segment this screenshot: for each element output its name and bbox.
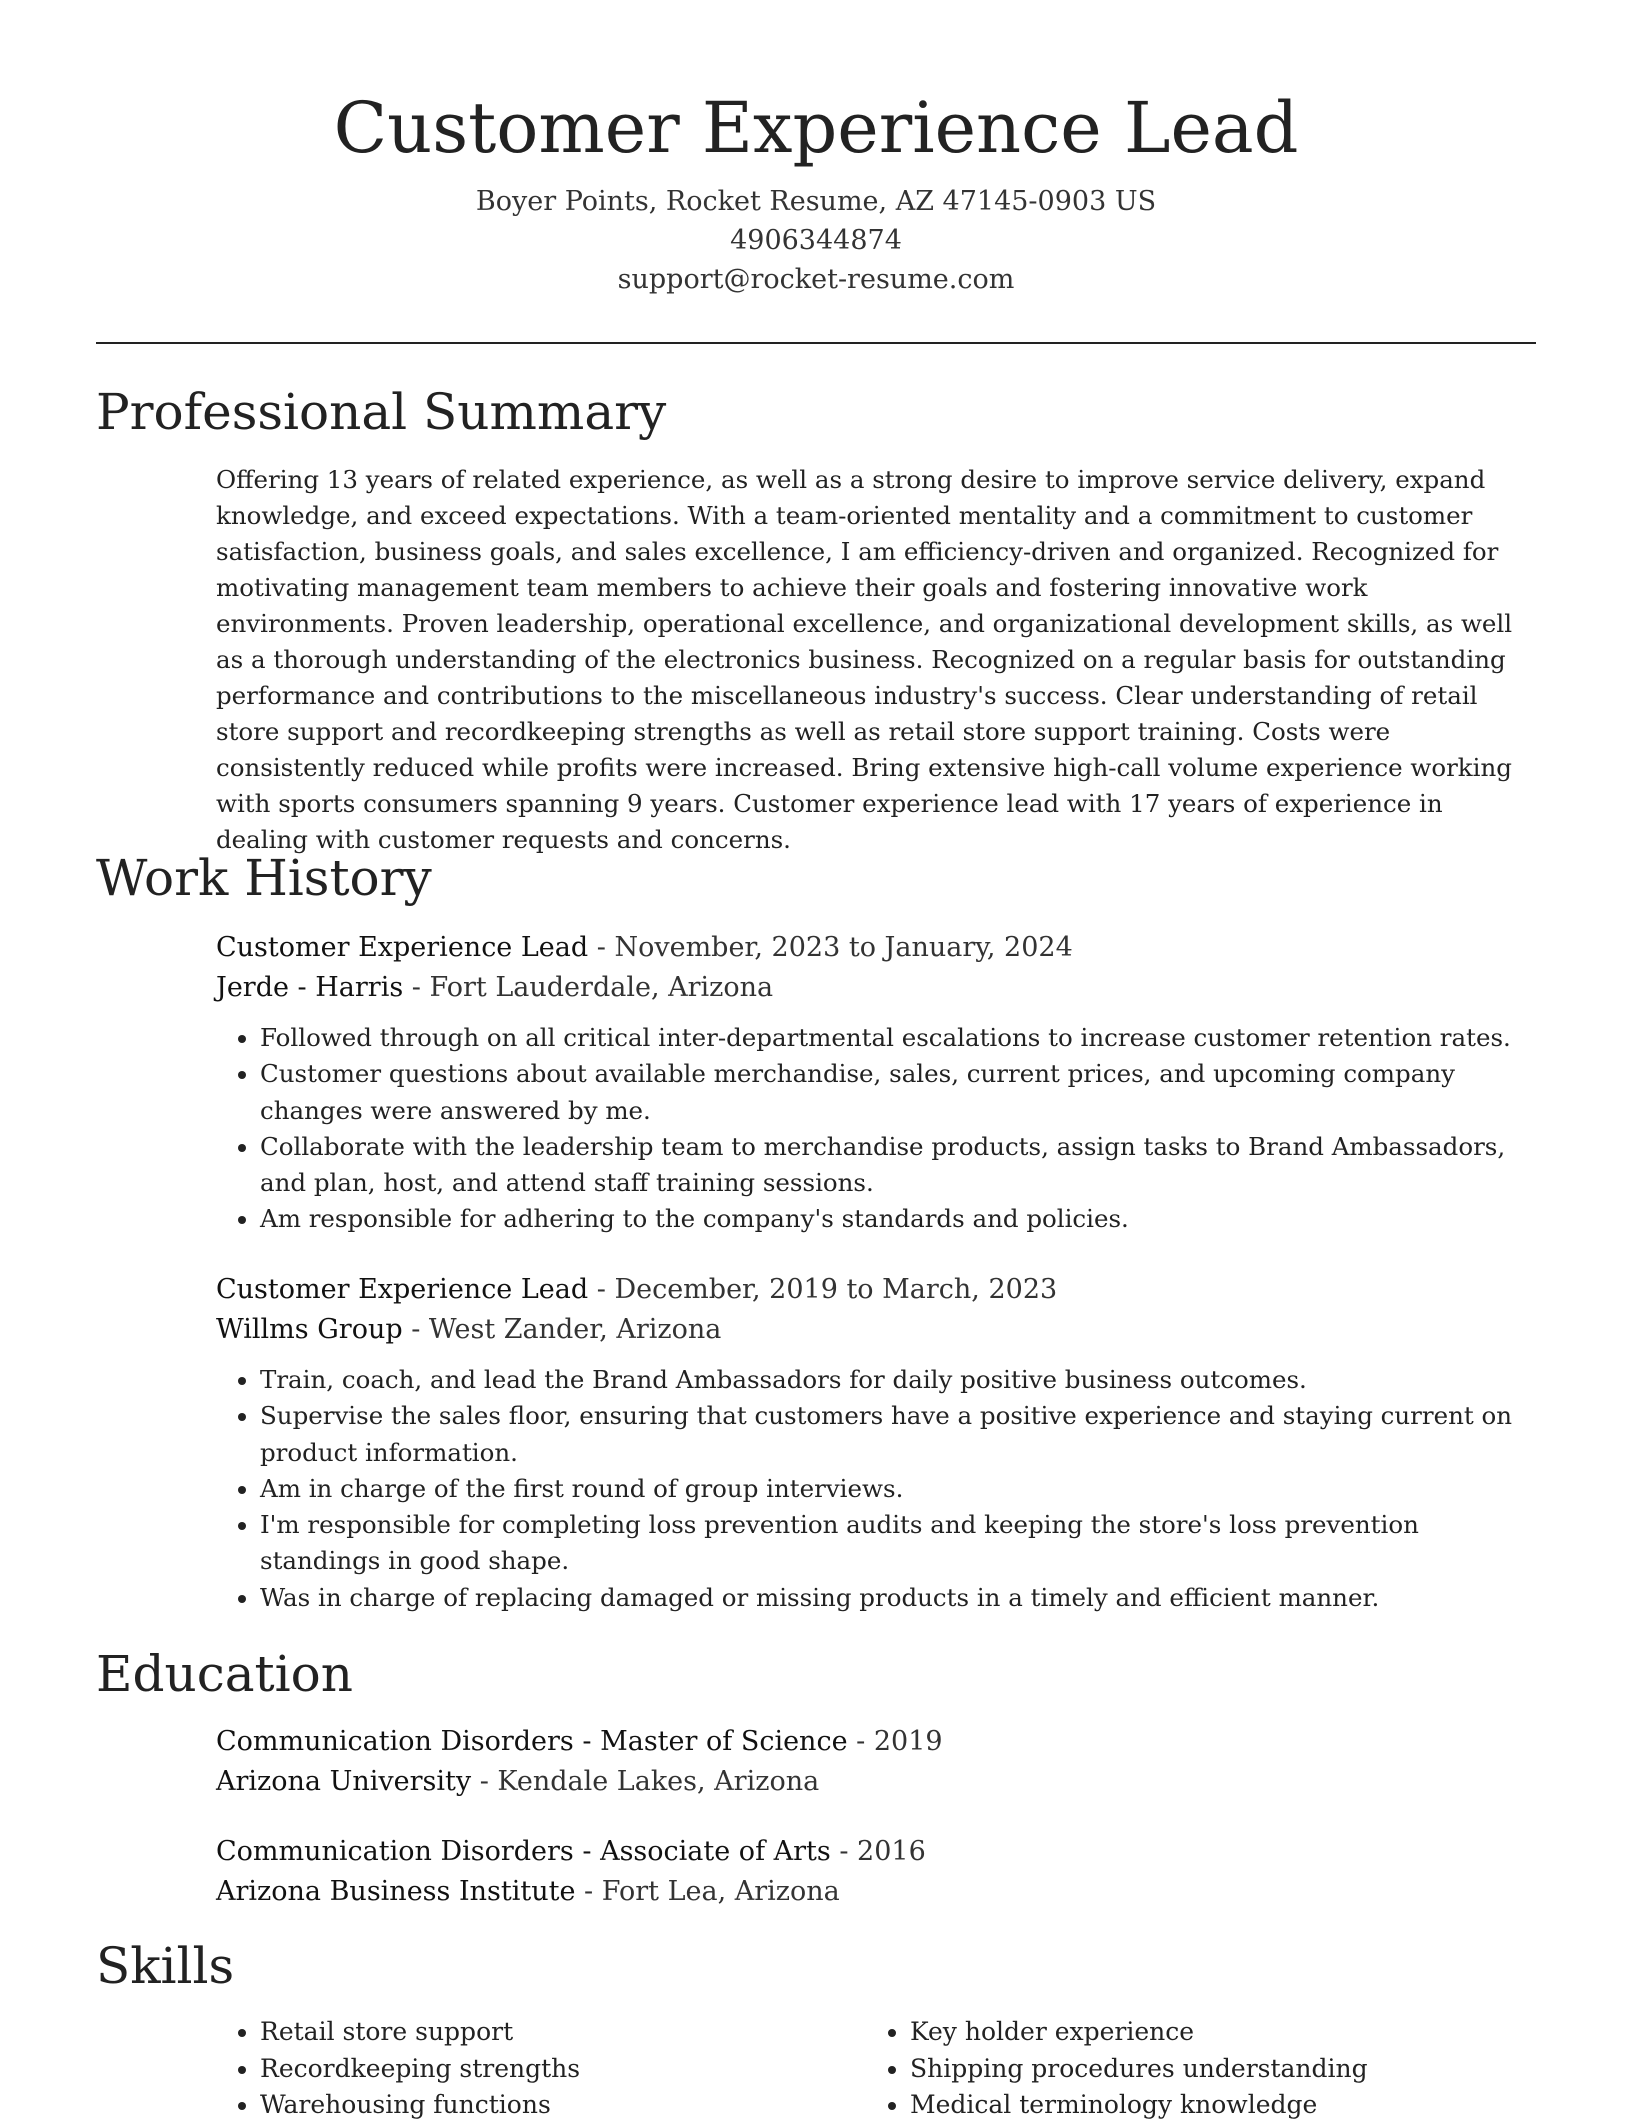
job-dates: - November, 2023 to January, 2024 (588, 932, 1073, 963)
job-bullet: • Was in charge of replacing damaged or missing products in a timely and efficient manner. (260, 1580, 1538, 1616)
job-title-line (216, 928, 1538, 968)
skills-columns (216, 2014, 1538, 2124)
degree-year: - 2016 (830, 1836, 926, 1867)
job-entry (216, 928, 1538, 1238)
summary-section (216, 462, 1538, 858)
skills-heading: Skills (96, 1937, 235, 1995)
skills-column-right (866, 2014, 1516, 2124)
skill-item: • Warehousing functions (260, 2087, 866, 2124)
job-bullets (216, 1362, 1538, 1616)
education-entry (216, 1722, 1538, 1802)
skill-item: • Shipping procedures understanding (910, 2051, 1516, 2088)
job-company: Jerde - Harris (216, 972, 404, 1003)
job-bullet: • Followed through on all critical inter-departmental escalations to increase customer retention rates. (260, 1020, 1538, 1056)
contact-phone: 4906344874 (730, 225, 902, 256)
job-bullet: • Train, coach, and lead the Brand Ambassadors for daily positive business outcomes. (260, 1362, 1538, 1398)
job-bullet: • I'm responsible for completing loss prevention audits and keeping the store's loss prevention standings in good shape. (260, 1507, 1538, 1580)
job-company: Willms Group (216, 1314, 403, 1345)
skills-list-right (866, 2014, 1516, 2124)
degree-year: - 2019 (847, 1726, 943, 1757)
job-bullet: • Customer questions about available merchandise, sales, current prices, and upcoming company changes were answered by me. (260, 1056, 1538, 1129)
job-company-line (216, 968, 1538, 1008)
candidate-name: Customer Experience Lead (333, 87, 1299, 169)
degree-line (216, 1832, 1538, 1872)
job-company-line (216, 1310, 1538, 1350)
skill-item: • Key holder experience (910, 2014, 1516, 2051)
job-entry (216, 1270, 1538, 1616)
job-location: - West Zander, Arizona (402, 1314, 722, 1345)
header-divider (96, 342, 1536, 344)
job-position: Customer Experience Lead (216, 932, 589, 963)
job-title-line (216, 1270, 1538, 1310)
resume-header (0, 80, 1632, 299)
degree-line (216, 1722, 1538, 1762)
job-bullets (216, 1020, 1538, 1238)
contact-email: support@rocket-resume.com (617, 264, 1015, 295)
school-location: - Kendale Lakes, Arizona (471, 1766, 820, 1797)
school-line (216, 1872, 1538, 1912)
job-location: - Fort Lauderdale, Arizona (403, 972, 774, 1003)
school-line (216, 1762, 1538, 1802)
skills-column-left (216, 2014, 866, 2124)
job-bullet: • Collaborate with the leadership team to merchandise products, assign tasks to Brand Ambassadors, and plan, host, and attend staff training sessions. (260, 1129, 1538, 1202)
degree-field: Communication Disorders - Associate of Arts (216, 1836, 831, 1867)
school-location: - Fort Lea, Arizona (575, 1876, 840, 1907)
skills-section (216, 2014, 1538, 2124)
school-name: Arizona University (216, 1766, 472, 1797)
work-history-heading: Work History (96, 849, 432, 907)
skill-item: • Retail store support (260, 2014, 866, 2051)
job-dates: - December, 2019 to March, 2023 (588, 1274, 1058, 1305)
contact-address: Boyer Points, Rocket Resume, AZ 47145-0903 US (475, 186, 1157, 217)
job-position: Customer Experience Lead (216, 1274, 589, 1305)
skills-list-left (216, 2014, 866, 2124)
school-name: Arizona Business Institute (216, 1876, 576, 1907)
summary-text: Offering 13 years of related experience, as well as a strong desire to improve service delivery, expand knowledge, and exceed expectations. With a team-oriented mentality and a commitment to customer satisfaction, business goals, and sales excellence, I am efficiency-driven and organized. Recognized for motivating management team members to achieve their goals and fostering innovative work environments. Proven leadership, operational excellence, and organizational development skills, as well as a thorough understanding of the electronics business. Recognized on a regular basis for outstanding performance and contributions to the miscellaneous industry's success. Clear understanding of retail store support and recordkeeping strengths as well as retail store support training. Costs were consistently reduced while profits were increased. Bring extensive high-call volume experience working with sports consumers spanning 9 years. Customer experience lead with 17 years of experience in dealing with customer requests and concerns. (216, 465, 1513, 854)
job-bullet: • Am in charge of the first round of group interviews. (260, 1471, 1538, 1507)
job-bullet: • Am responsible for adhering to the company's standards and policies. (260, 1201, 1538, 1237)
degree-field: Communication Disorders - Master of Science (216, 1726, 848, 1757)
summary-heading: Professional Summary (96, 383, 667, 441)
job-bullet: • Supervise the sales floor, ensuring that customers have a positive experience and staying current on product information. (260, 1398, 1538, 1471)
skill-item: • Medical terminology knowledge (910, 2087, 1516, 2124)
education-entry (216, 1832, 1538, 1912)
education-heading: Education (96, 1645, 353, 1703)
skill-item: • Recordkeeping strengths (260, 2051, 866, 2088)
